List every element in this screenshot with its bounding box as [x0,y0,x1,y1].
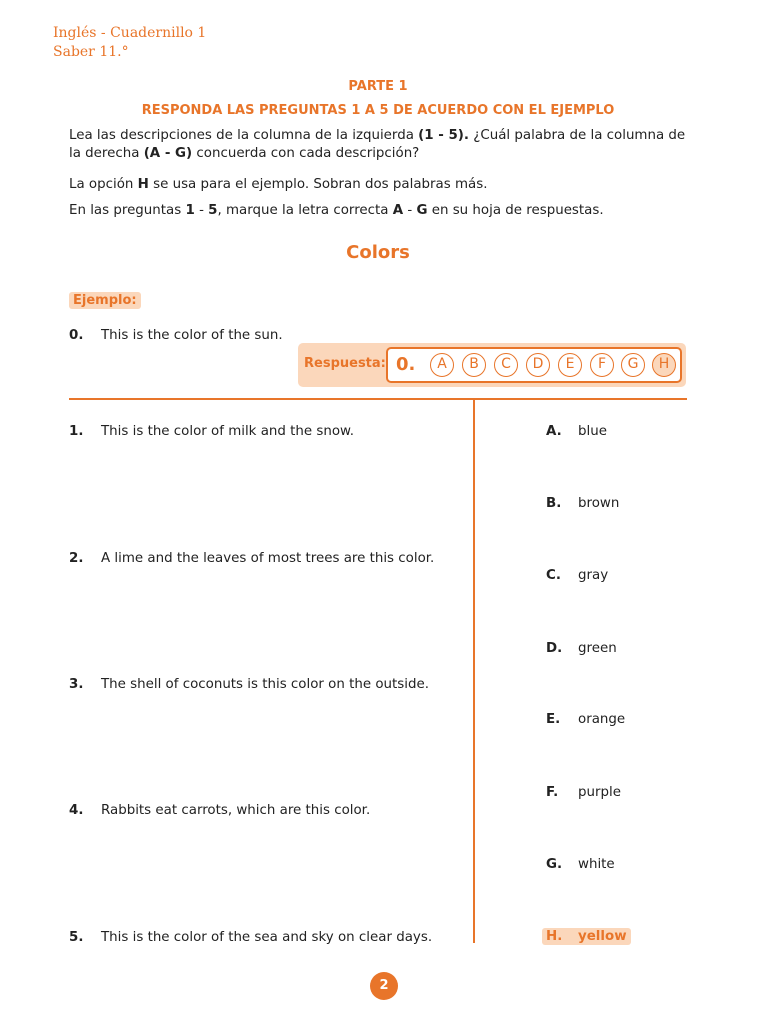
option-letter: C. [546,568,561,583]
p1-text-2: ¿Cuál palabra de la columna de la derecha [69,128,686,161]
p2-bold-1: H [137,177,149,192]
question-number: 3. [69,677,84,692]
answer-bubble-b: B [462,353,486,377]
instructions-paragraph-1 [69,127,694,163]
example-answer-box [298,343,686,387]
answer-bubble-c: C [494,353,518,377]
option-letter: B. [546,496,562,511]
option-f [546,785,621,800]
divider-vertical [473,398,475,943]
option-word: purple [578,785,621,800]
question-number: 4. [69,803,84,818]
option-letter: E. [546,712,561,727]
option-b [546,496,619,511]
option-word: green [578,641,617,656]
option-word: yellow [578,929,627,944]
option-word: brown [578,496,620,511]
question-text: This is the color of milk and the snow. [101,424,355,439]
option-word: gray [578,568,609,583]
p2-text-1: La opción [69,177,138,192]
p3-text-1: En las preguntas [69,203,186,218]
option-h-example [542,928,631,945]
p2-text-2: se usa para el ejemplo. Sobran dos palabras más. [148,177,488,192]
option-g [546,857,615,872]
question-text: The shell of coconuts is this color on the outside. [101,677,429,692]
option-letter: F. [546,785,559,800]
option-word: white [578,857,615,872]
p1-text-1: Lea las descripciones de la columna de la izquierda [69,128,419,143]
question-4 [69,803,370,818]
part-title: PARTE 1 [348,79,408,94]
answer-label: Respuesta: [304,356,386,371]
answer-bubble-row [386,347,682,383]
p1-text-3: concuerda con cada descripción? [192,146,420,161]
instructions-paragraph-2 [69,176,694,194]
p3-text-5: en su hoja de respuestas. [427,203,604,218]
answer-bubble-h-selected: H [652,353,676,377]
question-text: Rabbits eat carrots, which are this color. [101,803,371,818]
question-number: 5. [69,930,84,945]
answer-bubble-a: A [430,353,454,377]
question-number: 2. [69,551,84,566]
p3-text-4: - [403,203,417,218]
p3-bold-2: 5 [208,203,218,218]
example-question-text: This is the color of the sun. [101,328,283,343]
p1-bold-2: (A - G) [143,146,193,161]
page-number: 2 [370,972,398,1000]
option-c [546,568,608,583]
document-header [53,24,206,62]
question-number: 1. [69,424,84,439]
p3-text-2: - [194,203,209,218]
p3-bold-3: A [392,203,404,218]
example-question-number: 0. [69,328,84,343]
answer-bubble-d: D [526,353,550,377]
question-2 [69,551,434,566]
option-letter: D. [546,641,563,656]
option-d [546,641,617,656]
divider-horizontal [69,398,687,400]
header-grade: Saber 11.° [53,44,129,60]
option-letter: A. [546,424,562,439]
example-question [69,328,283,343]
p3-text-3: , marque la letra correcta [217,203,393,218]
question-1 [69,424,354,439]
question-text: This is the color of the sea and sky on clear days. [101,930,433,945]
option-letter: H. [546,929,563,944]
question-3 [69,677,429,692]
header-subject: Inglés - Cuadernillo 1 [53,25,207,41]
p3-bold-1: 1 [185,203,195,218]
question-5 [69,930,432,945]
option-word: blue [578,424,607,439]
option-a [546,424,607,439]
answer-bubble-g: G [621,353,645,377]
answer-bubble-f: F [590,353,614,377]
p1-bold-1: (1 - 5). [418,128,470,143]
option-e [546,712,625,727]
answer-bubble-e: E [558,353,582,377]
example-label: Ejemplo: [69,292,141,309]
question-text: A lime and the leaves of most trees are this color. [101,551,435,566]
option-word: orange [578,712,626,727]
answer-number: 0. [396,354,416,375]
section-title: Colors [346,242,410,263]
option-letter: G. [546,857,563,872]
p3-bold-4: G [416,203,428,218]
instructions-paragraph-3 [69,202,694,220]
instructions-title: RESPONDA LAS PREGUNTAS 1 A 5 DE ACUERDO CON EL EJEMPLO [141,103,615,118]
